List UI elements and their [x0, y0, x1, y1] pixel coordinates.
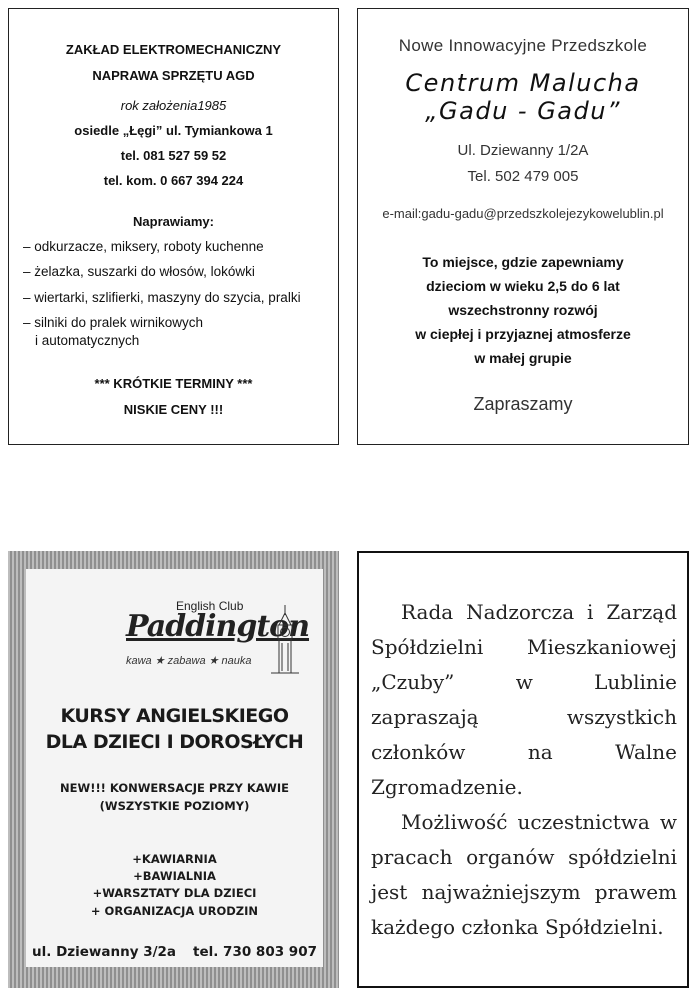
- cooperative-notice: [357, 551, 689, 988]
- list-item: – odkurzacze, miksery, roboty kuchenne: [23, 239, 264, 254]
- notice-paragraph: Rada Nadzorcza i Zarząd Spółdzielni Mieszkaniowej „Czuby” w Lublinie zapraszają wszystkich członków na Walne Zgromadzenie.: [371, 600, 677, 799]
- ad2-body-line: wszechstronny rozwój: [448, 302, 598, 318]
- ad2-address: Ul. Dziewanny 1/2A: [457, 142, 589, 159]
- notice-paragraph: Możliwość uczestnictwa w pracach organów spółdzielni jest najważniejszym prawem każdego członka Spółdzielni.: [371, 810, 677, 939]
- list-item: – silniki do pralek wirnikowych: [23, 315, 204, 330]
- ad1-slogan: *** KRÓTKIE TERMINY ***: [94, 376, 253, 391]
- ad3-new-offer: NEW!!! KONWERSACJE PRZY KAWIE: [60, 781, 289, 795]
- ad3-feature: +BAWIALNIA: [133, 869, 216, 883]
- ad1-address: osiedle „Łęgi” ul. Tymiankowa 1: [74, 123, 273, 138]
- ad3-panel: [26, 569, 323, 967]
- ad2-body-line: To miejsce, gdzie zapewniamy: [422, 254, 624, 270]
- ad3-brand: Paddington: [126, 609, 310, 644]
- list-item-continuation: i automatycznych: [35, 333, 140, 348]
- english-club-ad: [8, 551, 339, 988]
- ad2-body-line: w małej grupie: [474, 350, 572, 366]
- ad1-mobile: tel. kom. 0 667 394 224: [103, 173, 244, 188]
- ad3-address: ul. Dziewanny 3/2a: [32, 944, 177, 960]
- ad3-new-offer-levels: (WSZYSTKIE POZIOMY): [99, 799, 250, 813]
- ad2-invite: Zapraszamy: [473, 394, 573, 414]
- clock-tower-icon: [269, 603, 301, 675]
- repair-shop-ad: [8, 8, 339, 445]
- ad3-headline: KURSY ANGIELSKIEGO: [60, 705, 289, 727]
- ad1-title: ZAKŁAD ELEKTROMECHANICZNY: [65, 42, 282, 57]
- ad3-headline-audience: DLA DZIECI I DOROSŁYCH: [45, 731, 304, 753]
- ad2-header: Nowe Innowacyjne Przedszkole: [398, 36, 648, 55]
- ad3-feature: +WARSZTATY DLA DZIECI: [92, 886, 257, 900]
- ad3-club-label: English Club: [176, 599, 244, 613]
- ad3-tagline: kawa ★ zabawa ★ nauka: [126, 655, 252, 667]
- ad1-slogan-prices: NISKIE CENY !!!: [123, 402, 224, 417]
- ad1-founded: rok założenia1985: [120, 98, 227, 113]
- ad3-feature: +KAWIARNIA: [132, 852, 217, 866]
- ad1-repair-heading: Naprawiamy:: [133, 214, 214, 229]
- ad3-feature: + ORGANIZACJA URODZIN: [90, 904, 259, 918]
- ad2-name: Centrum Malucha: [405, 69, 641, 97]
- preschool-ad: [357, 8, 689, 445]
- ad1-subtitle: NAPRAWA SPRZĘTU AGD: [92, 68, 255, 83]
- ad3-phone: tel. 730 803 907: [192, 944, 317, 960]
- ad1-phone: tel. 081 527 59 52: [120, 148, 227, 163]
- ad2-body-line: dzieciom w wieku 2,5 do 6 lat: [426, 278, 620, 294]
- list-item: – żelazka, suszarki do włosów, lokówki: [23, 264, 255, 279]
- ad2-name-quoted: „Gadu - Gadu”: [425, 97, 621, 125]
- ad2-email: e-mail:gadu-gadu@przedszkolejezykowelublin.pl: [382, 206, 664, 221]
- list-item: – wiertarki, szlifierki, maszyny do szycia, pralki: [23, 290, 301, 305]
- ad2-body-line: w ciepłej i przyjaznej atmosferze: [415, 326, 631, 342]
- ad2-phone: Tel. 502 479 005: [467, 168, 579, 185]
